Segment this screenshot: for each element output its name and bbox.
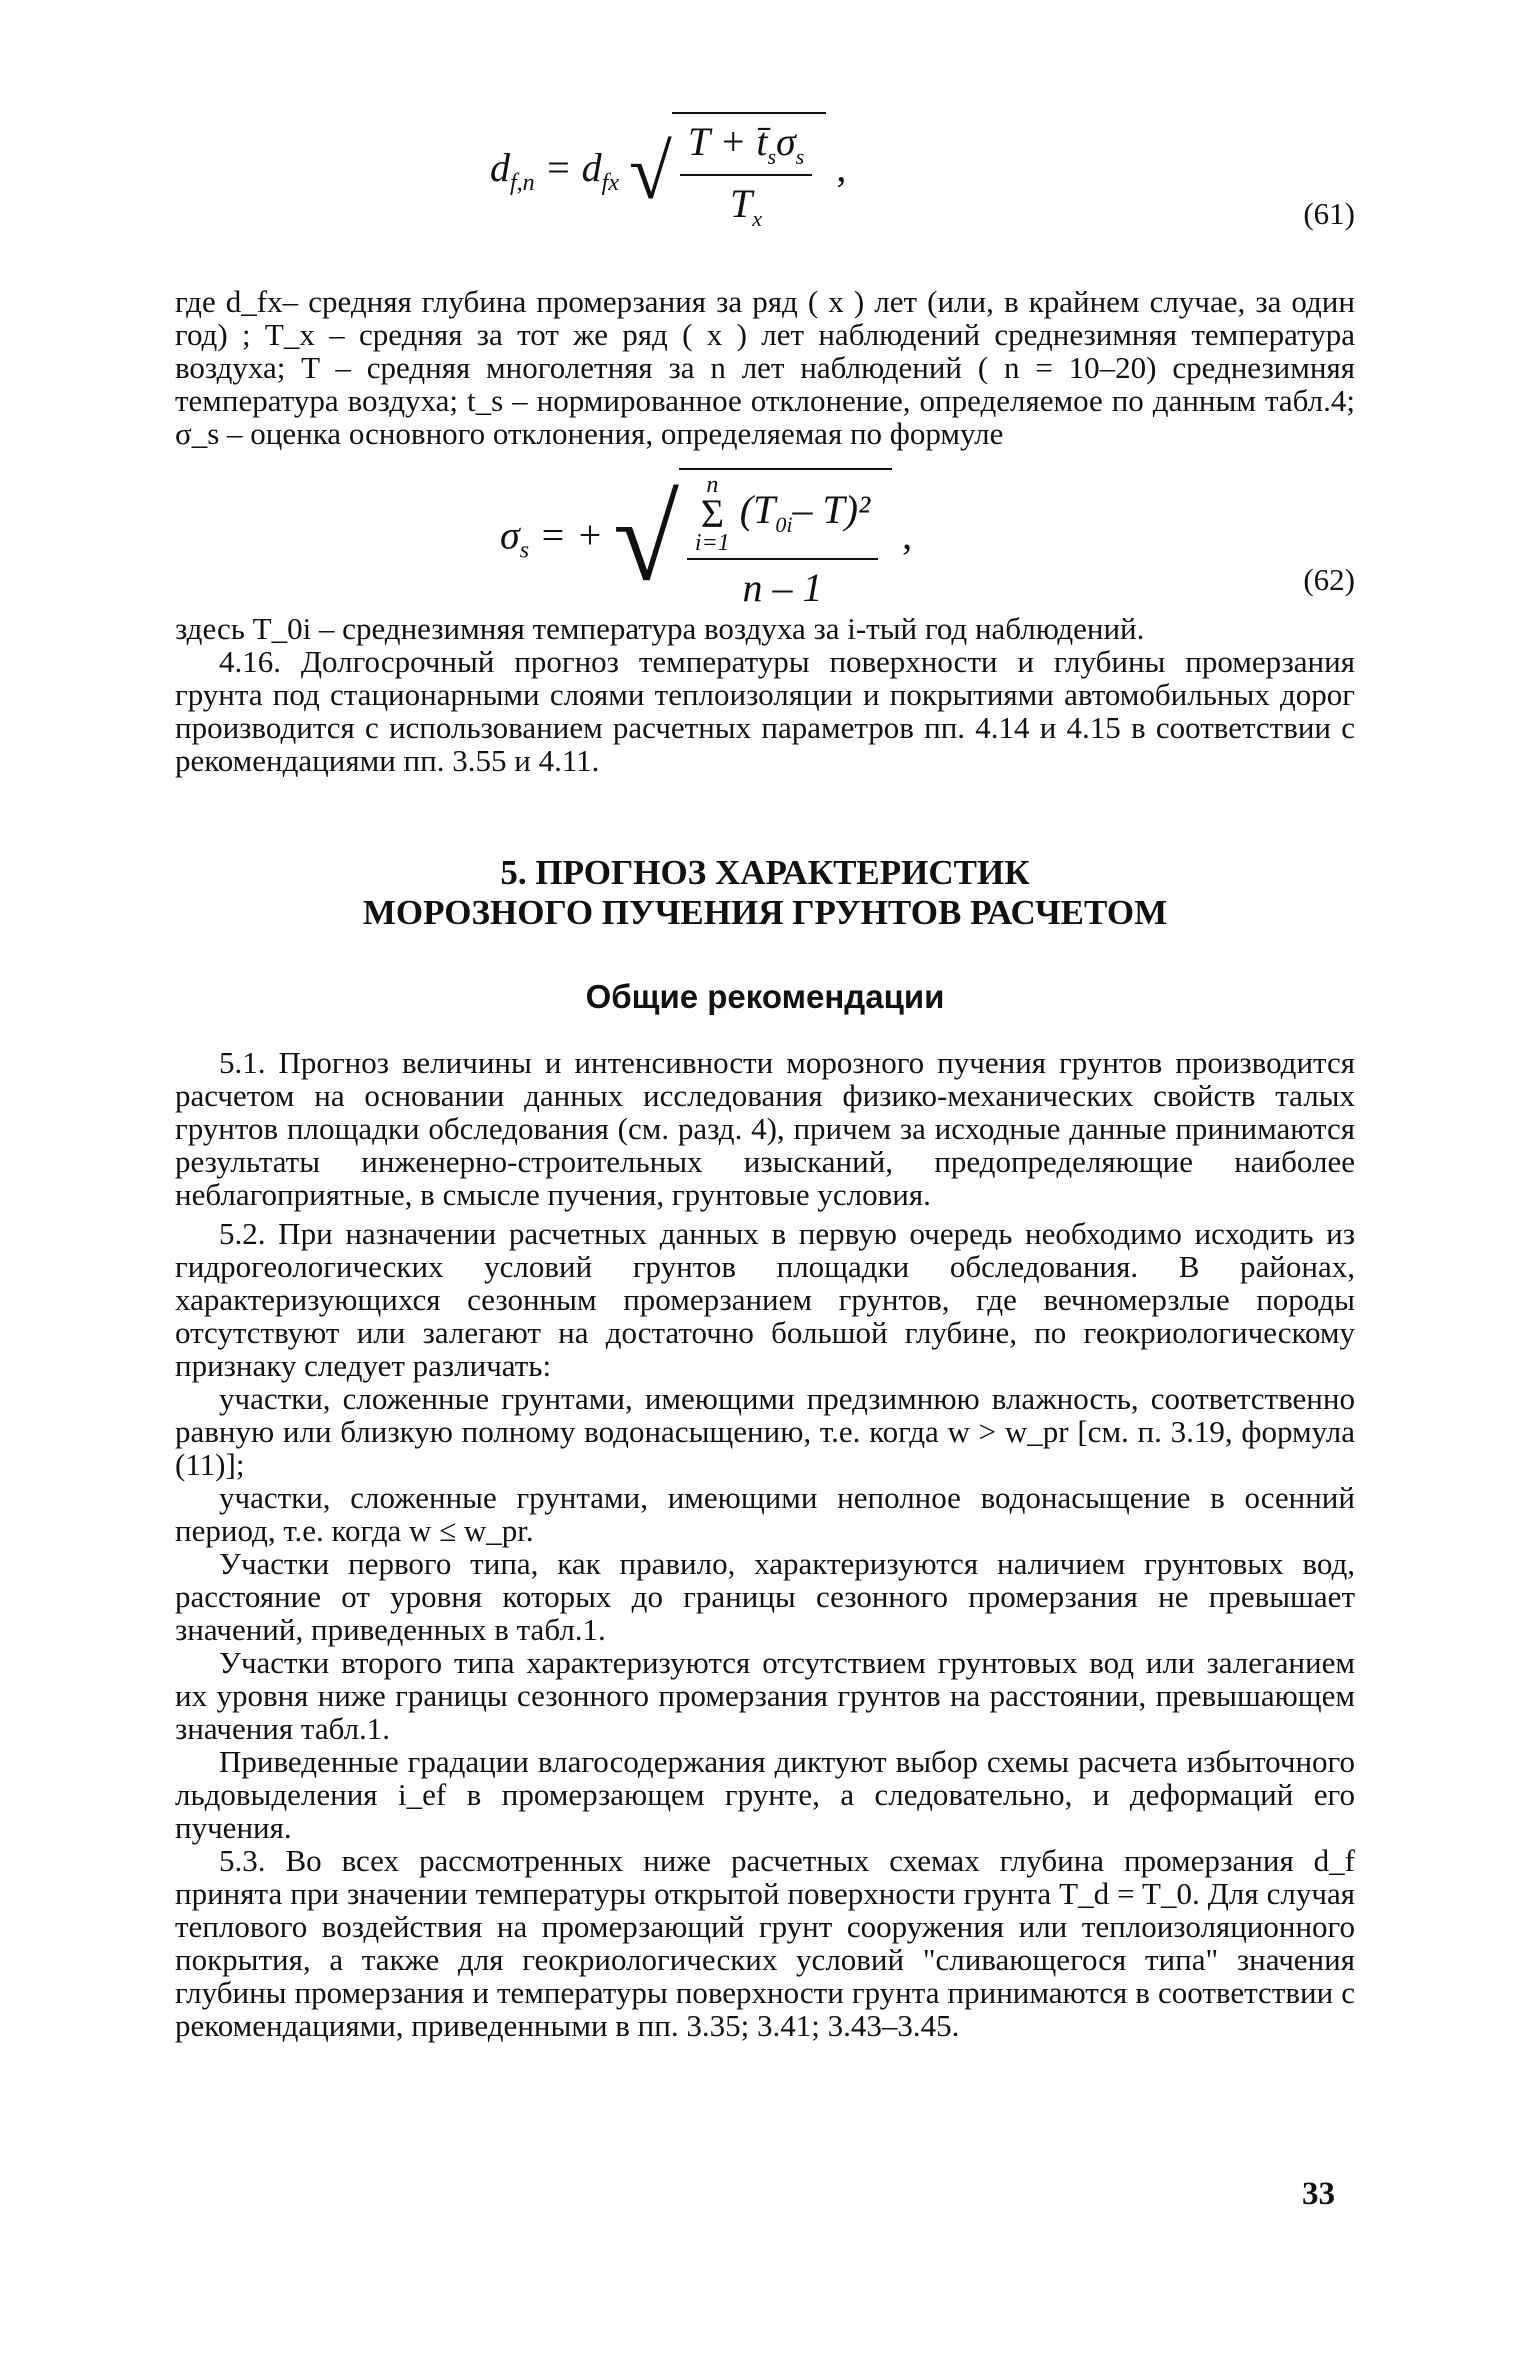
- subsection-title: Общие рекомендации: [585, 978, 945, 1015]
- equation-number-61: (61): [1303, 196, 1355, 231]
- section-title: 5. ПРОГНОЗ ХАРАКТЕРИСТИК МОРОЗНОГО ПУЧЕНИЯ ГРУНТОВ РАСЧЕТОМ: [362, 853, 1168, 932]
- formula-61: $d_{f,n} = d_{fx}$ √ $\frac{T + t̄_s\sigma_s}{T_x}$ ,: [490, 112, 846, 232]
- square-root: √ $\frac{T + t̄_s\sigma_s}{T_x}$: [629, 112, 826, 232]
- paragraph-4-16: 4.16. Долгосрочный прогноз температуры поверхности и глубины промерзания грунта под стационарными слоями теплоизоляции и покрытиями автомобильных дорог производится с использованием расчетных параметров пп. 4.14 и 4.15 в соответствии с рекомендациями пп. 3.55 и 4.11.: [175, 644, 1355, 778]
- equation-number-62: (62): [1303, 562, 1355, 597]
- paragraph-5-2: 5.2. При назначении расчетных данных в первую очередь необходимо исходить из гидрогеологических условий грунтов площадки обследования. В районах, характеризующихся сезонным промерзанием грунтов, где вечномерзлые породы отсутствуют или залегают на достаточно большой глубине, по геокриологическому признаку следует различать:: [175, 1216, 1355, 1383]
- square-root-62: √ n Σ i=1 ($T_{0i}-$ T)² n – 1: [613, 468, 892, 611]
- paragraph-first-type: Участки первого типа, как правило, характеризуются наличием грунтовых вод, расстояние от уровня которых до границы сезонного промерзания не превышает значений, приведенных в табл.1.: [175, 1546, 1355, 1647]
- text-where: где d_fx– средняя глубина промерзания за ряд ( x ) лет (или, в крайнем случае, за один год) ; T_x – средняя за тот же ряд ( x ) лет наблюдений среднезимняя температура воздуха; T – средняя многолетняя за n лет наблюдений ( n = 10–20) среднезимняя температура воздуха; t_s – нормированное отклонение, определяемое по данным табл.4; σ_s – оценка основного отклонения, определяемая по формуле: [175, 284, 1355, 451]
- text-here: здесь T_0i – среднезимняя температура воздуха за i-тый год наблюдений.: [175, 611, 1145, 646]
- page-number: 33: [1302, 2176, 1335, 2212]
- paragraph-second-type: Участки второго типа характеризуются отсутствием грунтовых вод или залеганием их уровня ниже границы сезонного промерзания грунтов на расстоянии, превышающем значения табл.1.: [175, 1645, 1355, 1746]
- paragraph-type-1: участки, сложенные грунтами, имеющими предзимнюю влажность, соответственно равную или близкую полному водонасыщению, т.е. когда w > w_pr [см. п. 3.19, формула (11)];: [175, 1381, 1355, 1482]
- formula-62: $\sigma_s$ = + √ n Σ i=1 ($T_{0i}-$ T)² n – 1 ,: [500, 468, 912, 611]
- paragraph-gradations: Приведенные градации влагосодержания диктуют выбор схемы расчета избыточного льдовыделения i_ef в промерзающем грунте, а следовательно, и деформаций его пучения.: [175, 1744, 1355, 1845]
- paragraph-type-2: участки, сложенные грунтами, имеющими неполное водонасыщение в осенний период, т.е. когда w ≤ w_pr.: [175, 1480, 1355, 1548]
- paragraph-5-1: 5.1. Прогноз величины и интенсивности морозного пучения грунтов производится расчетом на основании данных исследования физико-механических свойств талых грунтов площадки обследования (см. разд. 4), причем за исходные данные принимаются результаты инженерно-строительных изысканий, предопределяющие наиболее неблагоприятные, в смысле пучения, грунтовые условия.: [175, 1045, 1355, 1212]
- paragraph-5-3: 5.3. Во всех рассмотренных ниже расчетных схемах глубина промерзания d_f принята при значении температуры открытой поверхности грунта T_d = T_0. Для случая теплового воздействия на промерзающий грунт сооружения или теплоизоляционного покрытия, а также для геокриологических условий "сливающегося типа" значения глубины промерзания и температуры поверхности грунта принимаются в соответствии с рекомендациями, приведенными в пп. 3.35; 3.41; 3.43–3.45.: [175, 1843, 1355, 2043]
